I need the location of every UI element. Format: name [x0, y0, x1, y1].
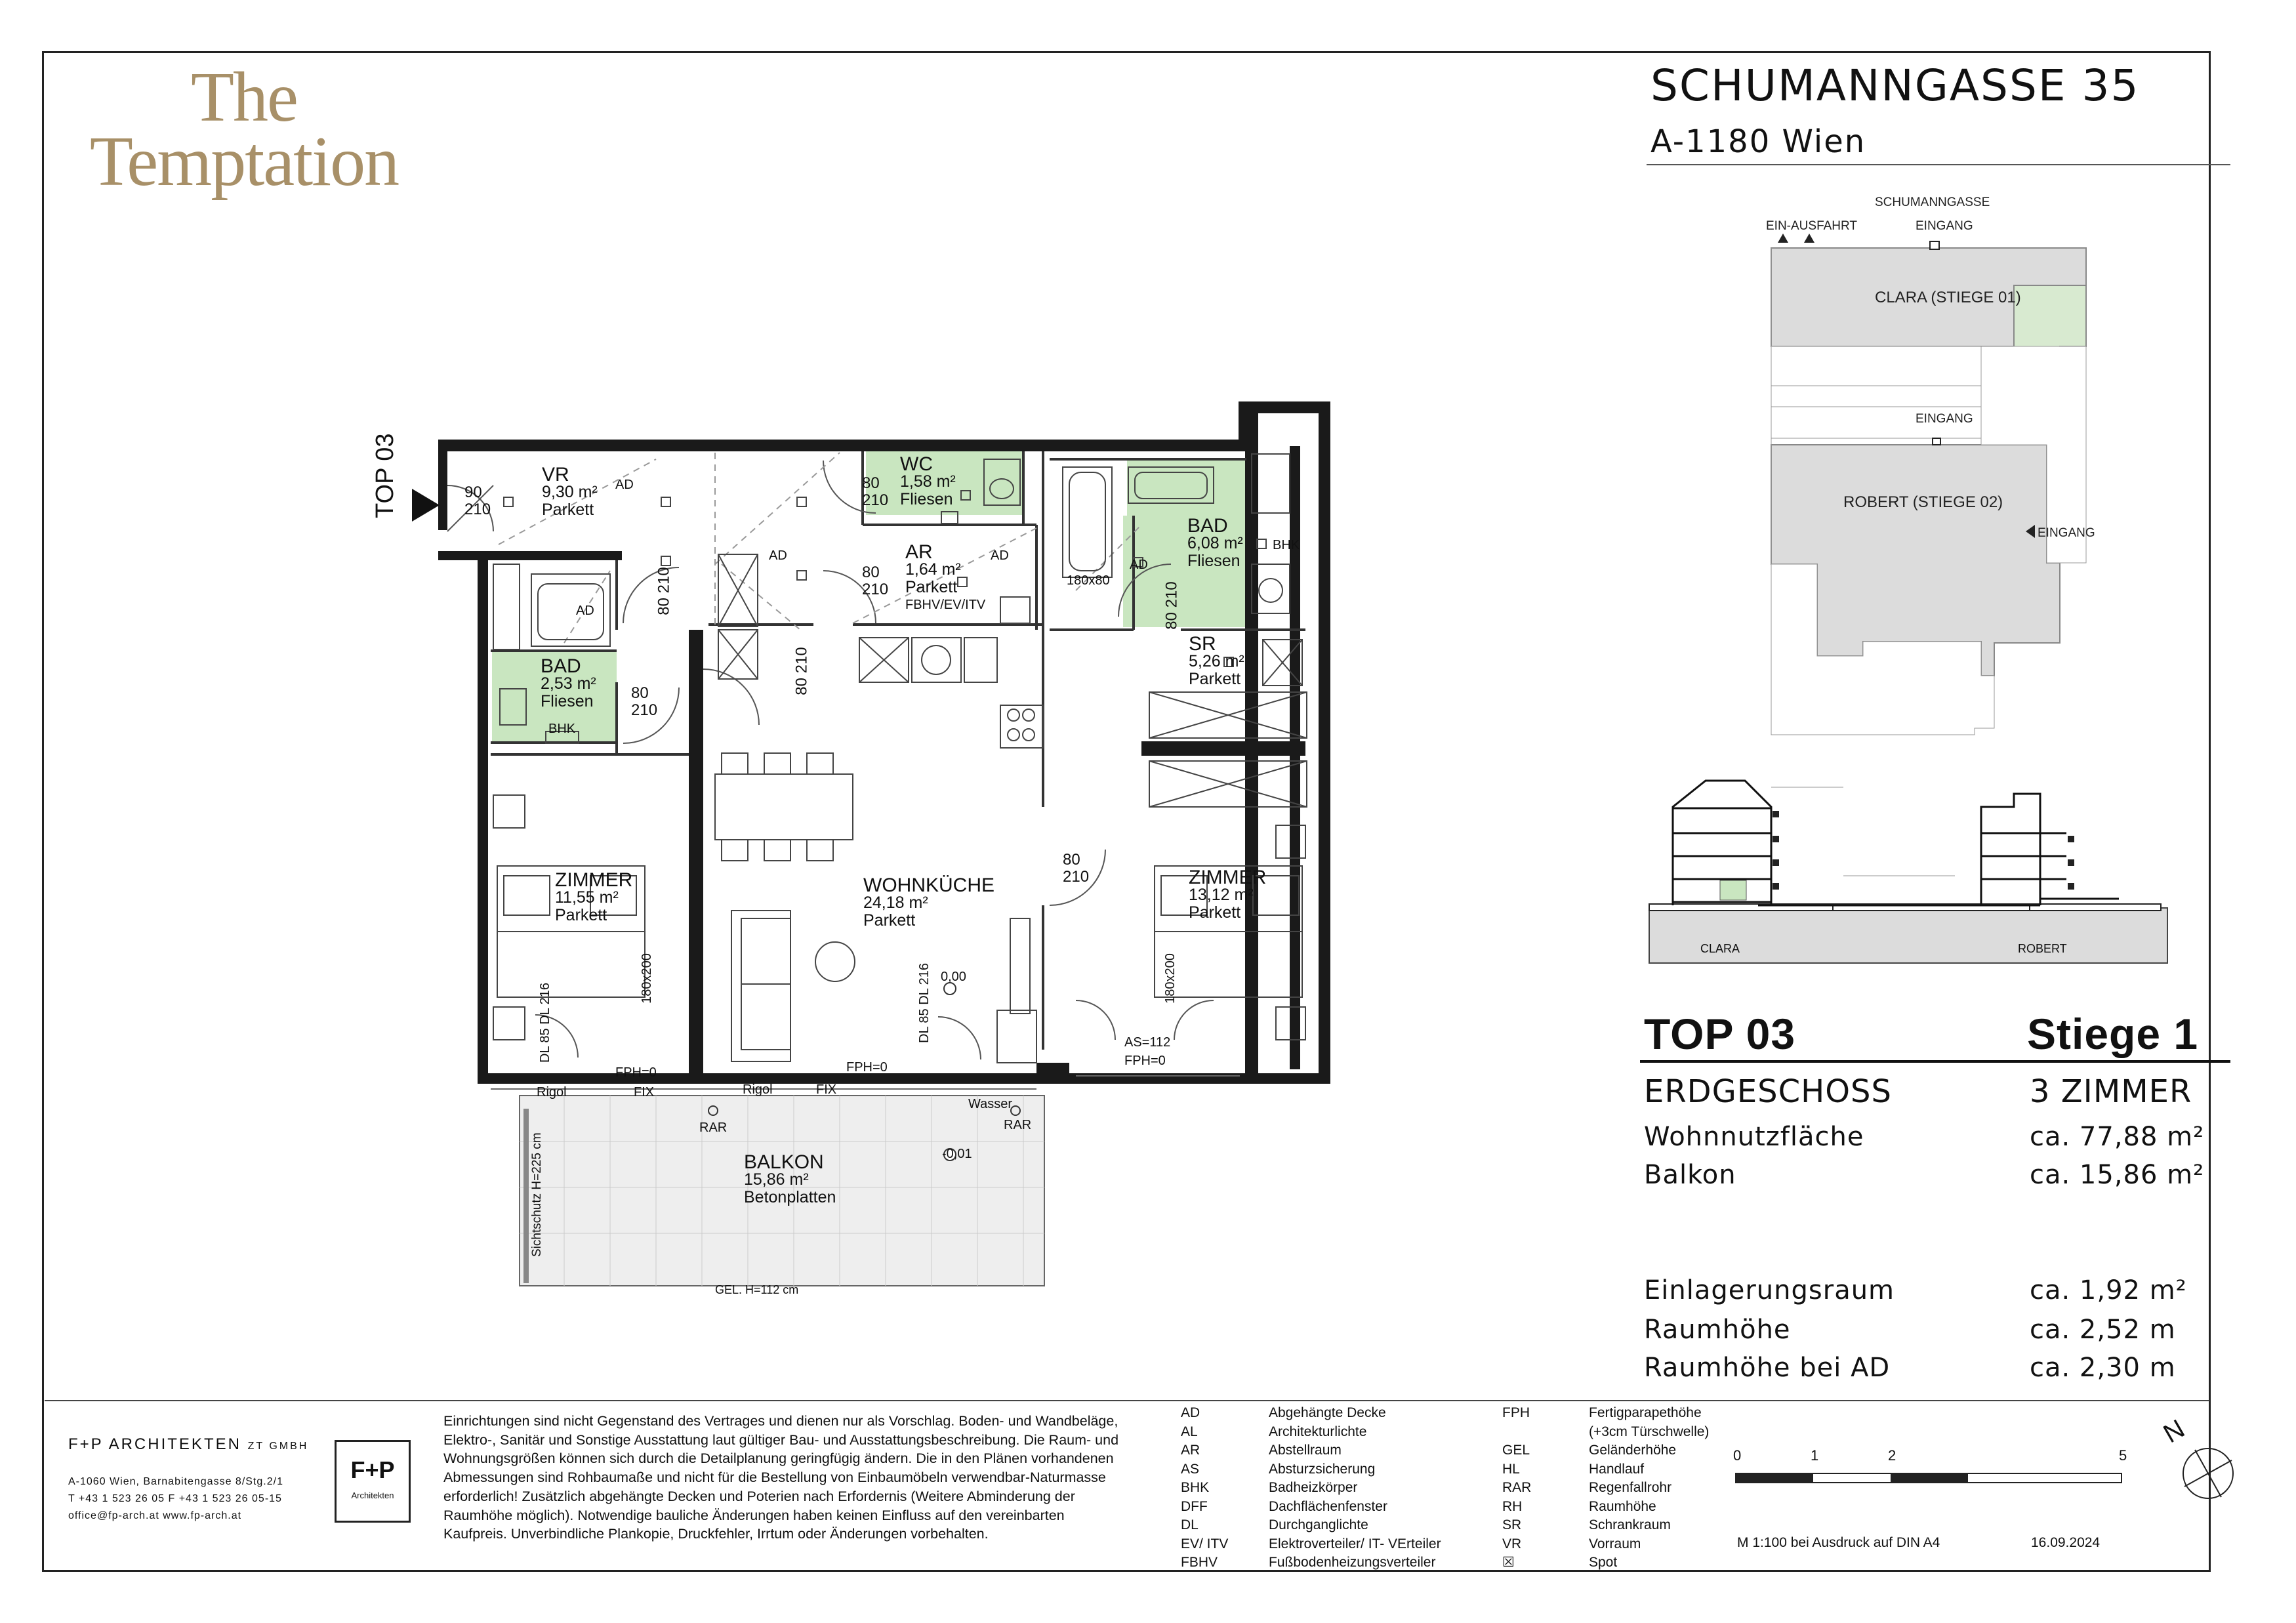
legend-1-abbr: AD AL AR AS BHK DFF DL EV/ ITV FBHV [1181, 1405, 1229, 1570]
firm-address: A-1060 Wien, Barnabitengasse 8/Stg.2/1 [68, 1476, 283, 1487]
address-city: A-1180 Wien [1650, 123, 1866, 160]
section-robert: ROBERT [2018, 942, 2067, 955]
ad-label-bad: AD [576, 604, 594, 618]
unit-top: TOP 03 [1644, 1010, 1796, 1058]
rigol-label-1: Rigol [537, 1085, 567, 1099]
disclaimer-text: Einrichtungen sind nicht Gegenstand des Vertrages und dienen nur als Vorschlag. Boden- und Wandbeläge, Elektro-, Sanitär und Sonstige Ausstattung laut gültiger Bau- und Ausstattungsbeschreibung. Die Raum- und Wohnungsgrößen können sich durch die Detailplanung geringfügig ändern. Die in den Plänen vorhandenen Abmessungen sind Rohbaumaße und nicht für die Bestellung von Einbaumöbeln verwendbar-Naturmasse erforderlich! Zusätzlich abgehängte Decken und Poterien nach Erfordernis (Weitere Abminderung der Raumhöhe möglich). Notwendige bauliche Änderungen haben keinen Einfluss auf den vereinbarten Kaufpreis. Unverbindliche Plankopie, Druckfehler, Irrtum oder Änderungen vorbehalten. [443, 1413, 1119, 1542]
door-ar: 80 210 [862, 564, 889, 598]
plan-top-label: TOP 03 [371, 433, 399, 518]
legend-2-desc: Fertigparapethöhe (+3cm Türschwelle) Geländerhöhe Handlauf Regenfallrohr Raumhöhe Schrankraum Vorraum Spot [1589, 1405, 1710, 1570]
room-bad-small: BAD 2,53 m² Fliesen [541, 655, 596, 710]
room-sr: SR 5,26 m² Parkett [1189, 633, 1244, 688]
door-zimmer-2: 80 210 [1063, 851, 1090, 886]
wasser-label: Wasser [968, 1097, 1013, 1111]
fph-label-1: FPH=0 [615, 1065, 657, 1080]
address-street: SCHUMANNGASSE 35 [1650, 60, 2140, 111]
unit-floor: ERDGESCHOSS [1644, 1073, 1892, 1110]
bhk-label-big: BHK [1273, 538, 1300, 552]
area-label-0: Wohnnutzfläche [1644, 1122, 1864, 1152]
footer-divider [45, 1400, 2209, 1401]
address-divider [1647, 164, 2230, 165]
site-eingang-side: EINGANG [2038, 526, 2095, 540]
scale-1: 1 [1811, 1447, 1819, 1464]
scale-bar [1732, 1467, 2132, 1493]
section-drawing [1647, 768, 2171, 964]
level-000: 0,00 [941, 970, 966, 984]
site-eingang-mid: EINGANG [1916, 412, 1973, 426]
floor-plan [0, 0, 1378, 1312]
bed-size-2: 180x200 [1162, 953, 1178, 1004]
site-clara: CLARA (STIEGE 01) [1875, 289, 2021, 306]
scale-2: 2 [1888, 1447, 1896, 1464]
room-zimmer-2: ZIMMER 13,12 m² Parkett [1189, 867, 1267, 922]
fph-label-3: FPH=0 [1124, 1054, 1166, 1068]
fix-label-2: FIX [816, 1082, 837, 1097]
fix-label-1: FIX [634, 1085, 655, 1099]
area-label-1: Balkon [1644, 1160, 1736, 1190]
extra-label-1: Raumhöhe [1644, 1315, 1791, 1345]
rar-label-1: RAR [699, 1120, 728, 1135]
scale-0: 0 [1733, 1447, 1742, 1464]
logo-line2: Temptation [89, 123, 399, 201]
scale-5: 5 [2119, 1447, 2127, 1464]
firm-name: F+P ARCHITEKTEN ZT GMBH [68, 1435, 309, 1453]
extra-value-2: ca. 2,30 m [2030, 1353, 2176, 1383]
ad-label-hall: AD [769, 548, 787, 563]
room-wohnkueche: WOHNKÜCHE 24,18 m² Parkett [863, 874, 994, 930]
legend-2-abbr: FPH GEL HL RAR RH SR VR ☒ [1502, 1405, 1532, 1570]
room-balkon: BALKON 15,86 m² Betonplatten [744, 1151, 836, 1206]
dl-label-1: DL 85 DL 216 [917, 963, 932, 1043]
dl-label-2: DL 85 DL 216 [538, 983, 552, 1063]
bhk-label-small: BHK [548, 722, 576, 736]
fph-label-2: FPH=0 [846, 1060, 888, 1075]
firm-web: office@fp-arch.at www.fp-arch.at [68, 1510, 242, 1521]
rigol-label-2: Rigol [743, 1082, 773, 1097]
section-clara: CLARA [1700, 942, 1740, 955]
bed-size-1: 180x200 [639, 953, 654, 1004]
room-zimmer-1: ZIMMER 11,55 m² Parkett [555, 869, 633, 924]
fp-logo-box: F+P Architekten [335, 1440, 411, 1523]
door-kitchen: 80 210 [792, 647, 811, 695]
site-ein-ausfahrt: EIN-AUSFAHRT [1766, 219, 1858, 233]
firm-phone: T +43 1 523 26 05 F +43 1 523 26 05-15 [68, 1493, 282, 1504]
ad-label-ar: AD [991, 548, 1009, 563]
extra-label-0: Einlagerungsraum [1644, 1275, 1895, 1305]
site-plan [1706, 190, 2112, 748]
north-arrow-icon [2175, 1441, 2241, 1506]
door-zimmer-1: 80 210 [655, 567, 673, 615]
north-letter: N [2158, 1414, 2190, 1449]
site-street-label: SCHUMANNGASSE [1875, 195, 1990, 209]
door-entrance: 90 210 [464, 483, 491, 518]
room-bad-big: BAD 6,08 m² Fliesen [1187, 515, 1243, 570]
site-eingang-top: EINGANG [1916, 219, 1973, 233]
ad-label-badbig: AD [1130, 558, 1148, 572]
plan-date: 16.09.2024 [2031, 1535, 2101, 1550]
room-wc: WC 1,58 m² Fliesen [900, 453, 956, 508]
rar-label-2: RAR [1004, 1118, 1032, 1132]
door-bad-big: 80 210 [1162, 581, 1181, 630]
level-001: -0,01 [942, 1147, 972, 1161]
area-value-0: ca. 77,88 m² [2030, 1122, 2205, 1152]
extra-label-2: Raumhöhe bei AD [1644, 1353, 1891, 1383]
legend-1-desc: Abgehängte Decke Architekturlichte Abstellraum Absturzsicherung Badheizkörper Dachflächenfenster Durchganglichte Elektroverteiler/ IT- VErteiler Fußbodenheizungsverteiler [1269, 1405, 1441, 1570]
as-label: AS=112 [1124, 1035, 1171, 1050]
door-wc: 80 210 [862, 474, 889, 509]
ad-label-vr: AD [615, 478, 634, 492]
sichtschutz-label: Sichtschutz H=225 cm [530, 1132, 544, 1257]
area-value-1: ca. 15,86 m² [2030, 1160, 2205, 1190]
unit-rooms: 3 ZIMMER [2030, 1073, 2192, 1110]
door-bad-small: 80 210 [631, 684, 658, 719]
logo-line1: The [191, 58, 297, 136]
room-ar: AR 1,64 m² Parkett FBHV/EV/ITV [905, 541, 986, 612]
scale-text: M 1:100 bei Ausdruck auf DIN A4 [1737, 1535, 1940, 1550]
bath-size-label: 180x80 [1067, 573, 1110, 588]
gel-label: GEL. H=112 cm [715, 1283, 799, 1296]
extra-value-1: ca. 2,52 m [2030, 1315, 2176, 1345]
extra-value-0: ca. 1,92 m² [2030, 1275, 2187, 1305]
unit-stiege: Stiege 1 [2027, 1010, 2199, 1058]
site-robert: ROBERT (STIEGE 02) [1843, 493, 2003, 511]
room-vr: VR 9,30 m² Parkett [542, 464, 598, 519]
unit-divider [1640, 1060, 2230, 1063]
